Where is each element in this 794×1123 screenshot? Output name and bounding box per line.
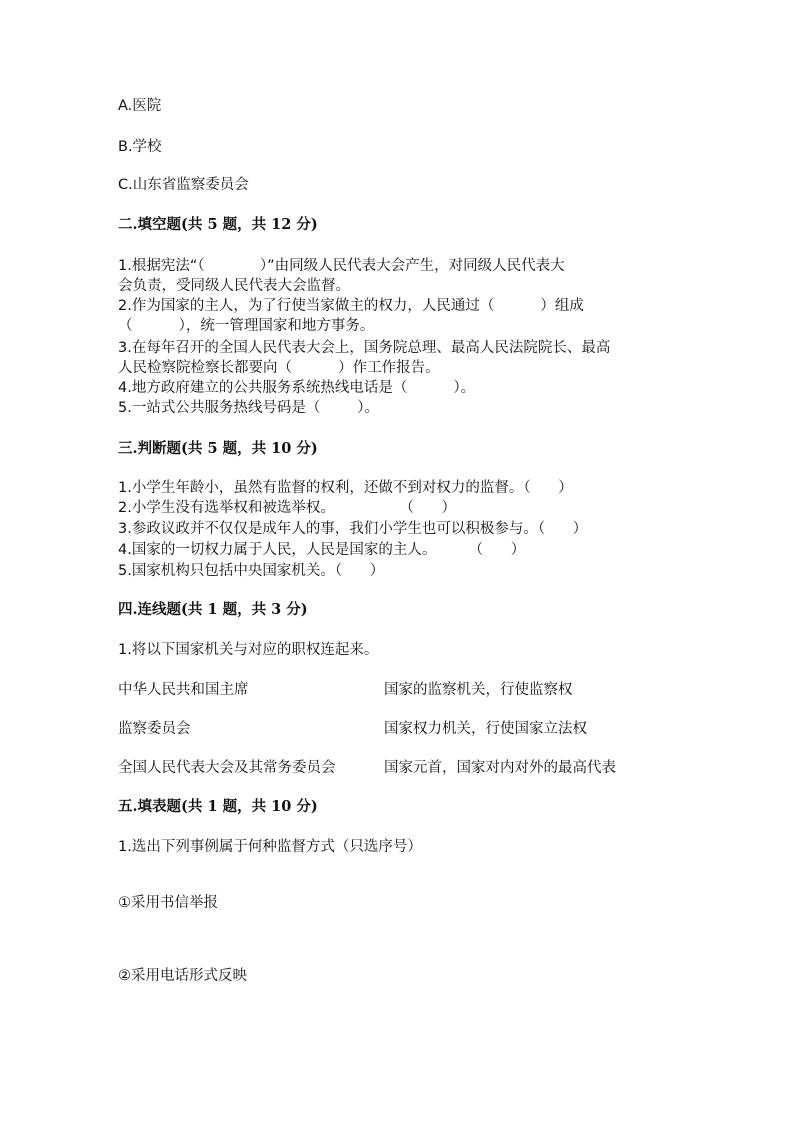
true-false-line: 3.参政议政并不仅仅是成年人的事，我们小学生也可以积极参与。（ ） <box>118 521 588 537</box>
true-false-line: 1.小学生年龄小，虽然有监督的权利，还做不到对权力的监督。（ ） <box>118 480 573 496</box>
matching-right-item: 国家的监察机关，行使监察权 <box>384 682 573 698</box>
fill-blank-line: 3.在每年召开的全国人民代表大会上，国务院总理、最高人民法院院长、最高 <box>118 340 611 356</box>
matching-left-item: 中华人民共和国主席 <box>118 682 249 698</box>
fill-blank-line: 1.根据宪法“（ ）”由同级人民代表大会产生，对同级人民代表大 <box>118 258 565 274</box>
true-false-line: 4.国家的一切权力属于人民，人民是国家的主人。 （ ） <box>118 542 526 558</box>
fill-blank-line: 2.作为国家的主人，为了行使当家做主的权力，人民通过（ ）组成 <box>118 298 584 314</box>
table-question: 1.选出下列事例属于何种监督方式（只选序号） <box>118 839 422 855</box>
section-heading-fill-blank: 二.填空题(共 5 题，共 12 分) <box>118 216 318 233</box>
option-b: B.学校 <box>118 139 162 155</box>
matching-left-item: 全国人民代表大会及其常务委员会 <box>118 760 336 776</box>
table-item: ②采用电话形式反映 <box>118 968 247 984</box>
fill-blank-line: 人民检察院检察长都要向（ ）作工作报告。 <box>118 360 440 376</box>
fill-blank-line: 会负责，受同级人民代表大会监督。 <box>118 278 350 294</box>
matching-right-item: 国家权力机关，行使国家立法权 <box>384 721 587 737</box>
section-heading-table: 五.填表题(共 1 题，共 10 分) <box>118 798 318 815</box>
fill-blank-line: 4.地方政府建立的公共服务系统热线电话是（ ）。 <box>118 380 476 396</box>
option-a: A.医院 <box>118 98 162 114</box>
section-heading-matching: 四.连线题(共 1 题，共 3 分) <box>118 601 308 618</box>
matching-question: 1.将以下国家机关与对应的职权连起来。 <box>118 642 379 658</box>
matching-right-item: 国家元首，国家对内对外的最高代表 <box>384 760 616 776</box>
true-false-line: 2.小学生没有选举权和被选举权。 （ ） <box>118 500 457 516</box>
section-heading-true-false: 三.判断题(共 5 题，共 10 分) <box>118 440 318 457</box>
fill-blank-line: 5.一站式公共服务热线号码是（ ）。 <box>118 400 379 416</box>
fill-blank-line: （ ），统一管理国家和地方事务。 <box>118 318 375 334</box>
true-false-line: 5.国家机构只包括中央国家机关。（ ） <box>118 563 385 579</box>
option-c: C.山东省监察委员会 <box>118 177 249 193</box>
matching-left-item: 监察委员会 <box>118 721 191 737</box>
table-item: ①采用书信举报 <box>118 895 218 911</box>
